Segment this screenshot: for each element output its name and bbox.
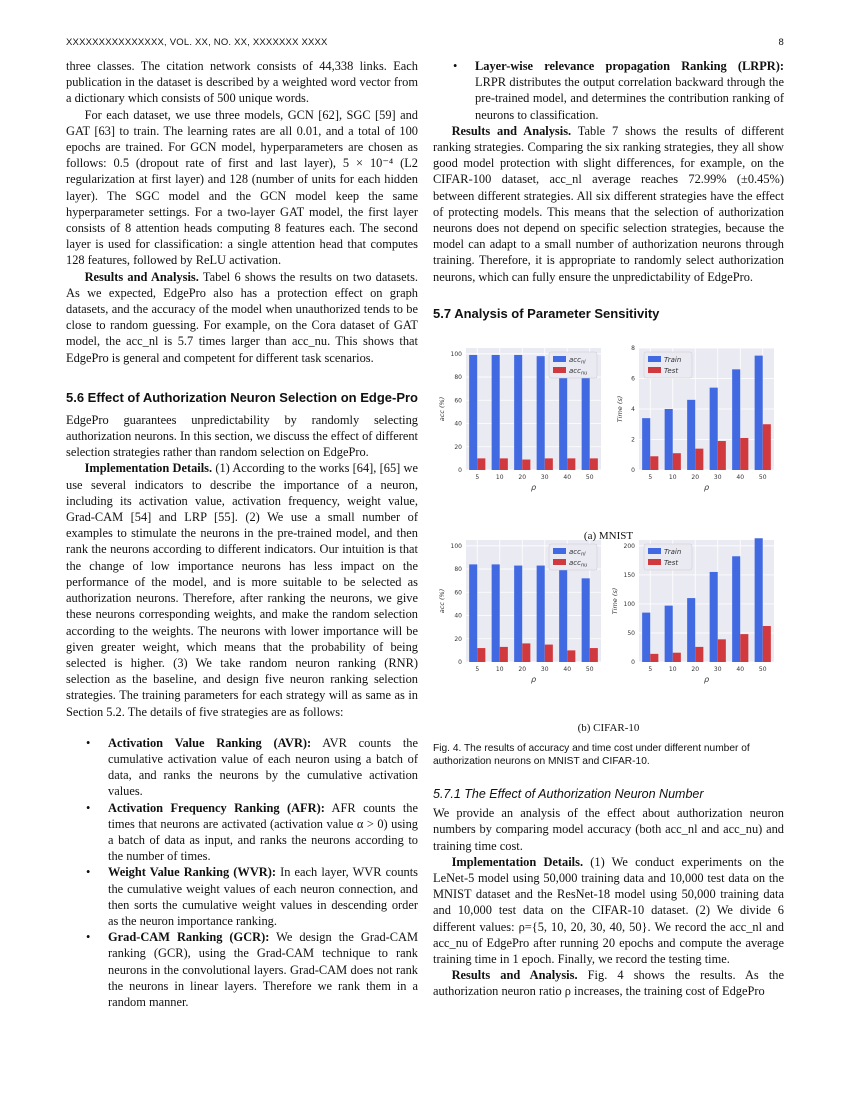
bar-train [665,409,673,470]
bar-test [740,634,748,662]
paragraph-text: Tabel 6 shows the results on two datasets. As we expected, EdgePro also has a protection effect on graph datasets, and the accuracy of the model when unauthorized tends to be close to random guessing. For example, on the Cora dataset of GAT model, the acc_nl is 5.7 times larger than acc_nu. This shows that EdgePro is general and competent for different task scenarios. [66,269,418,365]
strategy-list-cont [433,58,784,123]
run-in-heading: Results and Analysis. [451,968,578,983]
strategy-list [66,735,418,1010]
paragraph: EdgePro guarantees unpredictability by randomly selecting authorization neurons. In this section, we discuss the effect of different selection strategies rather than random selection on EdgePro. [66,412,418,460]
paragraph-text: (1) We conduct experiments on the LeNet-5 model using 50,000 training data and 10,000 test data on the MNIST dataset and the ResNet-18 model using 50,000 training data and 10,000 test data on the CIFAR-10 dataset. (2) We divide 6 different values: ρ={5, 10, 20, 30, 40, 50}. We record the acc_nl and acc_nu of EdgePro after running 20 epochs and compute the average training time in 1 epoch. Finally, we record the testing time. [433,854,784,967]
x-tick-label: 30 [540,473,549,481]
bar-train [755,538,763,662]
bar-acc-nl [492,355,500,470]
item-heading: Grad-CAM Ranking (GCR): [108,930,270,945]
bar-acc-nu [522,643,530,662]
bar-acc-nu [522,459,530,469]
legend-swatch [553,356,566,362]
x-tick-label: 40 [563,473,572,481]
run-in-heading: Implementation Details. [84,461,213,476]
legend-swatch [648,548,661,554]
section-heading: 5.7 Analysis of Parameter Sensitivity [433,305,660,321]
legend-label: Train [664,547,682,556]
run-in-heading: Results and Analysis. [451,123,572,138]
list-item [433,58,784,123]
item-heading: Activation Frequency Ranking (AFR): [108,800,325,815]
legend-swatch [553,367,566,373]
bar-acc-nu [590,458,598,470]
paragraph-text: (1) According to the works [64], [65] we use several indicators to describe the importance of a neuron, including its activation value, activation frequency, weight value, Grad-CAM [54] and LRP [55]. (2) We use a small number of examples to stimulate the neurons in the pre-trained model, and then rank the neurons according to different indicators. Our intuition is that the change of low importance neurons has less impact on the performance of the model, and is more suitable to be selected as authorization neurons. Therefore, after ranking the neurons, we give these neurons corresponding weights, and make the random selection according to the weights. The neurons with lower importance will be given greater weight, which means that the probability of being selected is higher. (3) We take random neuron ranking (RNR) selection as the baseline, and design five neuron ranking selection strategies. The training parameters for each strategy will as same as in Section 5.2. The details of five strategies are as follows: [66,461,418,719]
bar-test [718,639,726,662]
x-tick-label: 20 [691,665,700,673]
paragraph: We provide an analysis of the effect about authorization neuron numbers by comparing model accuracy (both acc_nl and acc_nu) and training time cost. [433,806,784,853]
x-axis-label: ρ [530,482,537,492]
paragraph-text: Table 7 shows the results of different ranking strategies. Comparing the six ranking strategies, they all show good model protection with slight differences, for example, on the CIFAR-100 dataset, acc_nl average reaches 72.99% (±0.45%) between different strategies. All six different strategies have the effect of protecting models. This means that the selection of authorization neurons does not depend on specific selection strategies, because the model can adapt to a small number of authorization neurons through training. Therefore, it is appropriate to randomly select authorization neurons, which can fully ensure the unpredictability of EdgePro. [433,123,784,284]
y-tick-label: 20 [454,443,462,451]
bar-acc-nu [477,458,485,470]
bar-test [695,448,703,469]
x-tick-label: 40 [736,473,745,481]
x-tick-label: 50 [585,473,594,481]
y-tick-label: 100 [450,350,462,358]
y-tick-label: 100 [623,600,635,608]
legend-label: acc$_{nu}$ [569,366,588,377]
bar-acc-nl [469,355,477,470]
x-tick-label: 5 [648,473,653,481]
bar-acc-nl [537,565,545,661]
bar-train [687,598,695,662]
bar-test [763,424,771,470]
bar-acc-nu [500,458,508,470]
bar-acc-nu [567,650,575,662]
bar-train [642,612,650,661]
bar-test [673,453,681,470]
x-tick-label: 20 [518,665,527,673]
y-tick-label: 200 [623,542,635,550]
figure-caption: Fig. 4. The results of accuracy and time cost under different number of authorization neurons on MNIST and CIFAR-10. [433,743,750,767]
bar-train [710,387,718,469]
subsection-heading: 5.7.1 The Effect of Authorization Neuron Number [433,787,704,802]
bar-acc-nl [559,569,567,662]
list-item [66,735,418,800]
y-tick-label: 40 [454,420,462,428]
bar-train [755,355,763,469]
y-axis-label: Time (s) [616,395,624,423]
x-axis-label: ρ [703,482,710,492]
y-tick-label: 60 [454,589,462,597]
y-axis-label: acc (%) [438,588,446,614]
item-text: AVR counts the cumulative activation value of each neuron using a batch of data, and ranks the neurons by the cumulative activation values. [108,735,418,799]
bar-test [695,647,703,662]
x-axis-label: ρ [703,674,710,684]
y-tick-label: 60 [454,397,462,405]
chart-mnist-time [616,345,774,492]
bar-acc-nl [582,578,590,662]
run-in-heading: Implementation Details. [451,854,584,869]
y-tick-label: 4 [631,405,635,413]
x-tick-label: 30 [713,473,722,481]
list-item [66,929,418,1010]
item-text: In each layer, WVR counts the cumulative weight values of each neuron connection, and then sorts the cumulative weight values in descending order as the neuron importance ranking. [108,865,418,928]
legend-swatch [648,559,661,565]
bar-test [650,654,658,662]
item-text: AFR counts the times that neurons are activated (activation value α > 0) using a batch of data as input, and ranks the neurons according to the number of times. [108,800,418,864]
item-text: We design the Grad-CAM ranking (GCR), using the Grad-CAM technique to rank neurons in the convolutional layers. Grad-CAM does not rank the neurons in linear layers. Therefore we rank them in a random manner. [108,930,418,1009]
x-tick-label: 20 [691,473,700,481]
bar-acc-nu [477,648,485,662]
list-item [66,800,418,865]
item-text: LRPR distributes the output correlation backward through the pre-trained model, and determines the contribution ranking of neurons to classification. [475,75,784,122]
x-tick-label: 10 [495,473,504,481]
bar-train [642,418,650,470]
figure-4 [433,338,784,734]
y-tick-label: 6 [631,375,635,383]
item-heading: Layer-wise relevance propagation Ranking (LRPR): [475,59,784,73]
x-tick-label: 50 [758,473,767,481]
legend-swatch [553,559,566,565]
paragraph-text: Fig. 4 shows the results. As the authorization neuron ratio ρ increases, the training cost of EdgePro [433,968,785,999]
bar-acc-nu [500,647,508,662]
bar-train [732,556,740,662]
paragraph [66,460,418,719]
y-tick-label: 50 [627,629,635,637]
legend-label: Test [664,558,679,567]
y-tick-label: 0 [631,466,635,474]
y-tick-label: 80 [454,565,462,573]
subcaption-b: (b) CIFAR-10 [577,721,640,734]
x-axis-label: ρ [530,674,537,684]
x-tick-label: 5 [475,473,480,481]
legend-swatch [553,548,566,554]
right-column [433,58,784,1000]
y-tick-label: 0 [458,658,462,666]
y-tick-label: 0 [631,658,635,666]
list-item [66,864,418,929]
y-tick-label: 0 [458,466,462,474]
x-tick-label: 50 [758,665,767,673]
x-tick-label: 50 [585,665,594,673]
legend-label: Train [664,355,682,364]
bar-acc-nu [545,644,553,661]
bar-acc-nl [469,564,477,662]
x-tick-label: 5 [648,665,653,673]
x-tick-label: 20 [518,473,527,481]
legend-label: acc$_{nl}$ [569,547,586,558]
x-tick-label: 40 [563,665,572,673]
paragraph [433,967,784,999]
legend-label: Test [664,366,679,375]
figure-4-charts [433,338,784,708]
x-tick-label: 30 [540,665,549,673]
x-tick-label: 10 [495,665,504,673]
y-tick-label: 40 [454,612,462,620]
x-tick-label: 10 [668,473,677,481]
y-tick-label: 20 [454,635,462,643]
page-number: 8 [778,37,784,48]
legend-label: acc$_{nl}$ [569,355,586,366]
x-tick-label: 5 [475,665,480,673]
bar-acc-nu [590,648,598,662]
x-tick-label: 40 [736,665,745,673]
y-axis-label: Time (s) [611,587,619,615]
y-axis-label: acc (%) [438,396,446,422]
bar-acc-nl [514,355,522,470]
y-tick-label: 80 [454,373,462,381]
subcaption-a: (a) MNIST [583,529,634,542]
section-heading: 5.6 Effect of Authorization Neuron Selection on Edge-Pro [66,389,418,405]
paragraph: three classes. The citation network consists of 44,338 links. Each publication in the dataset is described by a weighted word vector from a dictionary which consists of 500 unique words. [66,59,418,106]
paragraph [433,854,784,967]
y-tick-label: 8 [631,344,635,352]
bar-acc-nl [492,564,500,662]
chart-cifar-10-time [611,538,774,684]
bar-test [740,438,748,470]
bar-train [687,400,695,470]
running-header: XXXXXXXXXXXXXXX, VOL. XX, NO. XX, XXXXXXX XXXX [66,37,328,48]
bar-acc-nl [514,565,522,661]
legend-label: acc$_{nu}$ [569,558,588,569]
chart-cifar-10-accuracy [438,540,601,684]
legend-swatch [648,356,661,362]
paragraph [66,269,418,366]
bar-train [732,369,740,470]
legend-swatch [648,367,661,373]
x-tick-label: 30 [713,665,722,673]
item-heading: Activation Value Ranking (AVR): [108,735,312,750]
item-heading: Weight Value Ranking (WVR): [108,865,276,880]
left-column [66,58,418,1010]
bar-test [650,456,658,470]
bar-acc-nl [537,356,545,470]
bar-test [763,626,771,662]
y-tick-label: 100 [450,542,462,550]
paragraph [433,123,784,285]
y-tick-label: 2 [631,436,635,444]
bar-train [665,605,673,661]
bar-train [710,572,718,662]
bar-test [718,441,726,470]
run-in-heading: Results and Analysis. [84,269,199,284]
y-tick-label: 150 [623,571,635,579]
bar-acc-nu [567,458,575,470]
bar-test [673,653,681,662]
paragraph: For each dataset, we use three models, GCN [62], SGC [59] and GAT [63] to train. The learning rates are all 0.01, and a total of 100 epochs are trained. For GCN model, hyperparameters are chosen as follows: 0.5 (dropout rate of first and last layer), 5 × 10⁻⁴ (L2 regularization at first layer) and 128 (number of units for each hidden layer). The SGC model and the GCN model keep the same hyperparameter settings. For a two-layer GAT model, the first layer consists of 8 attention heads computing 8 features each. The second layer is used for classification: a single attention head that computes 128 features, followed by ReLU activation. [66,107,418,268]
x-tick-label: 10 [668,665,677,673]
chart-mnist-accuracy [438,348,601,492]
bar-acc-nu [545,458,553,470]
